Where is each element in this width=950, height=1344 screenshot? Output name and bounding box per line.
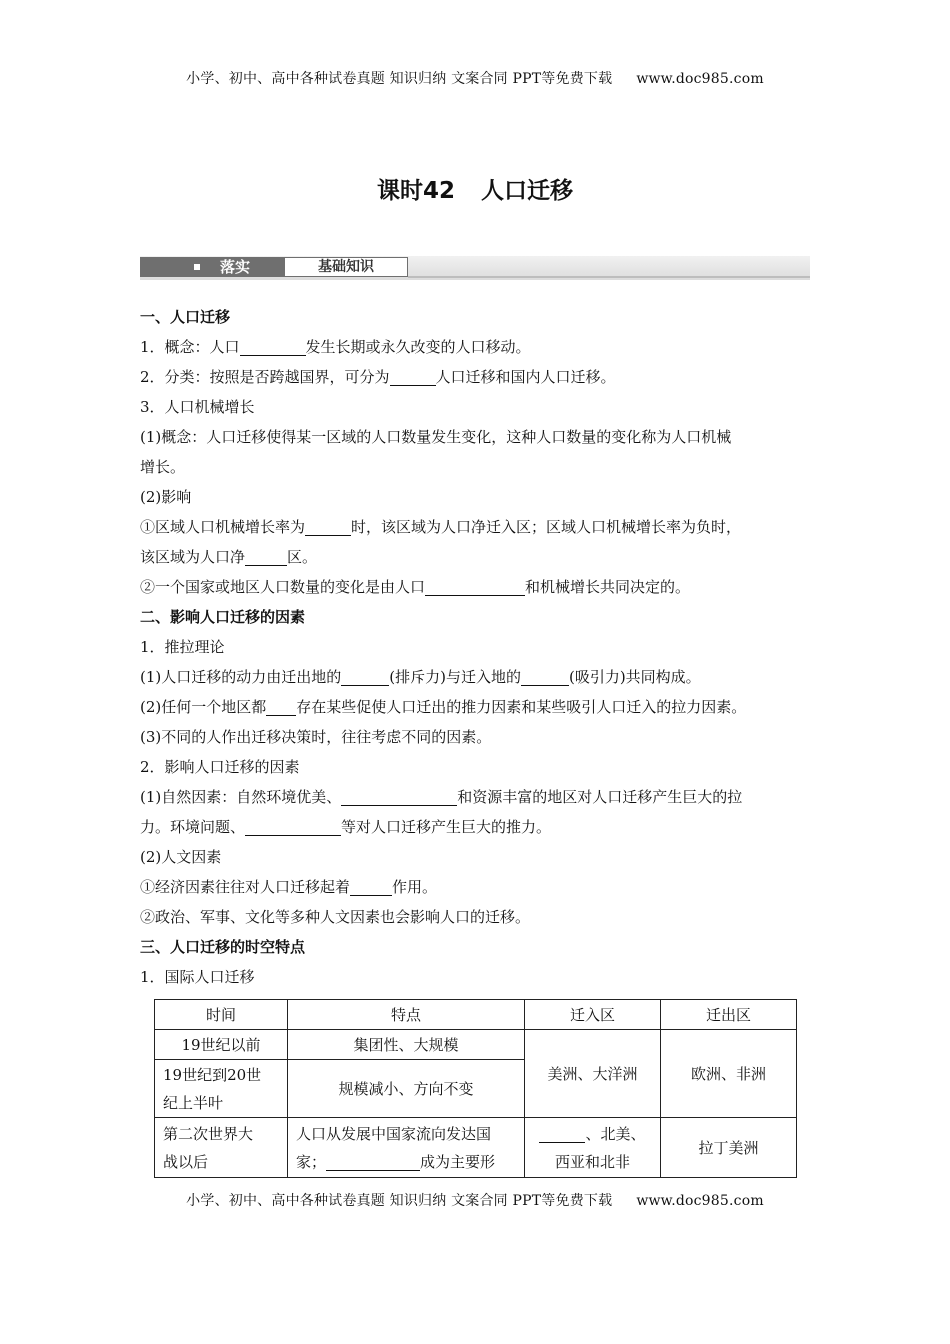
text-line: (1)自然因素：自然环境优美、 和资源丰富的地区对人口迁移产生巨大的拉 — [140, 788, 743, 806]
page-header — [0, 68, 950, 88]
table-cell: 集团性、大规模 — [288, 1030, 525, 1060]
fill-blank[interactable] — [245, 817, 341, 836]
table-cell: 19世纪到20世 纪上半叶 — [155, 1060, 288, 1118]
text-line: ②政治、军事、文化等多种人文因素也会影响人口的迁移。 — [140, 908, 531, 926]
table-cell: 、北美、 西亚和北非 — [525, 1118, 661, 1178]
text-line: ②一个国家或地区人口数量的变化是由人口 和机械增长共同决定的。 — [140, 578, 691, 596]
text-line: (1)概念：人口迁移使得某一区域的人口数量发生变化，这种人口数量的变化称为人口机械 — [140, 428, 732, 446]
text-line: 2．分类：按照是否跨越国界，可分为 人口迁移和国内人口迁移。 — [140, 368, 616, 386]
text-line: ①经济因素往往对人口迁移起着 作用。 — [140, 878, 438, 896]
table-cell: 第二次世界大 战以后 — [155, 1118, 288, 1178]
main-content — [140, 302, 810, 992]
header-cell: 特点 — [288, 1000, 525, 1030]
text-line: (1)人口迁移的动力由迁出地的 (排斥力)与迁入地的 (吸引力)共同构成。 — [140, 668, 701, 686]
fill-blank[interactable] — [266, 697, 296, 716]
fill-blank[interactable] — [245, 547, 287, 566]
lesson-topic: 人口迁移 — [481, 178, 573, 204]
fill-blank[interactable] — [390, 367, 436, 386]
text-line: 该区域为人口净 区。 — [140, 548, 318, 566]
text-line: 力。环境问题、 等对人口迁移产生巨大的推力。 — [140, 818, 552, 836]
banner-label: 落实 — [220, 258, 251, 276]
fill-blank[interactable] — [305, 517, 351, 536]
fill-blank[interactable] — [341, 667, 389, 686]
table-cell: 欧洲、非洲 — [661, 1030, 797, 1118]
text-line: 增长。 — [140, 458, 186, 476]
text-line: (2)影响 — [140, 488, 192, 506]
fill-blank[interactable] — [326, 1152, 420, 1171]
header-site[interactable]: www.doc985.com — [636, 71, 764, 87]
section-heading: 二、影响人口迁移的因素 — [140, 608, 306, 626]
text-line: ①区域人口机械增长率为 时，该区域为人口净迁入区；区域人口机械增长率为负时， — [140, 518, 742, 536]
table-cell: 规模减小、方向不变 — [288, 1060, 525, 1118]
fill-blank[interactable] — [425, 577, 525, 596]
text-line: 1．概念：人口 发生长期或永久改变的人口移动。 — [140, 338, 531, 356]
text-line: 3．人口机械增长 — [140, 398, 255, 416]
header-cell: 时间 — [155, 1000, 288, 1030]
page-footer — [0, 1190, 950, 1210]
table-row — [155, 1030, 797, 1060]
table-cell: 19世纪以前 — [155, 1030, 288, 1060]
table-cell: 拉丁美洲 — [661, 1118, 797, 1178]
footer-text: 小学、初中、高中各种试卷真题 知识归纳 文案合同 PPT等免费下载 — [186, 1193, 613, 1209]
header-text: 小学、初中、高中各种试卷真题 知识归纳 文案合同 PPT等免费下载 — [186, 71, 613, 87]
banner-tab: 基础知识 — [284, 257, 408, 277]
text-line: 1．国际人口迁移 — [140, 968, 255, 986]
table-cell: 人口从发展中国家流向发达国 家； 成为主要形 — [288, 1118, 525, 1178]
table-cell: 美洲、大洋洲 — [525, 1030, 661, 1118]
text-line: (2)人文因素 — [140, 848, 222, 866]
banner-label-block — [140, 257, 284, 277]
page-title — [0, 172, 950, 205]
fill-blank[interactable] — [350, 877, 392, 896]
text-line: (2)任何一个地区都 存在某些促使人口迁出的推力因素和某些吸引人口迁入的拉力因素。 — [140, 698, 747, 716]
section-heading: 三、人口迁移的时空特点 — [140, 938, 306, 956]
header-cell: 迁出区 — [661, 1000, 797, 1030]
banner-rule — [408, 276, 810, 278]
lesson-number: 课时42 — [376, 178, 455, 204]
text-line: 1．推拉理论 — [140, 638, 225, 656]
fill-blank[interactable] — [341, 787, 457, 806]
text-line: 2．影响人口迁移的因素 — [140, 758, 300, 776]
header-cell: 迁入区 — [525, 1000, 661, 1030]
table-row — [155, 1118, 797, 1178]
migration-table — [154, 999, 797, 1178]
table-header-row — [155, 1000, 797, 1030]
text-line: (3)不同的人作出迁移决策时，往往考虑不同的因素。 — [140, 728, 492, 746]
section-heading: 一、人口迁移 — [140, 308, 231, 326]
fill-blank[interactable] — [240, 337, 306, 356]
footer-site[interactable]: www.doc985.com — [636, 1193, 764, 1209]
fill-blank[interactable] — [521, 667, 569, 686]
fill-blank[interactable] — [539, 1124, 585, 1143]
square-bullet-icon — [194, 264, 200, 270]
section-banner — [140, 256, 810, 280]
